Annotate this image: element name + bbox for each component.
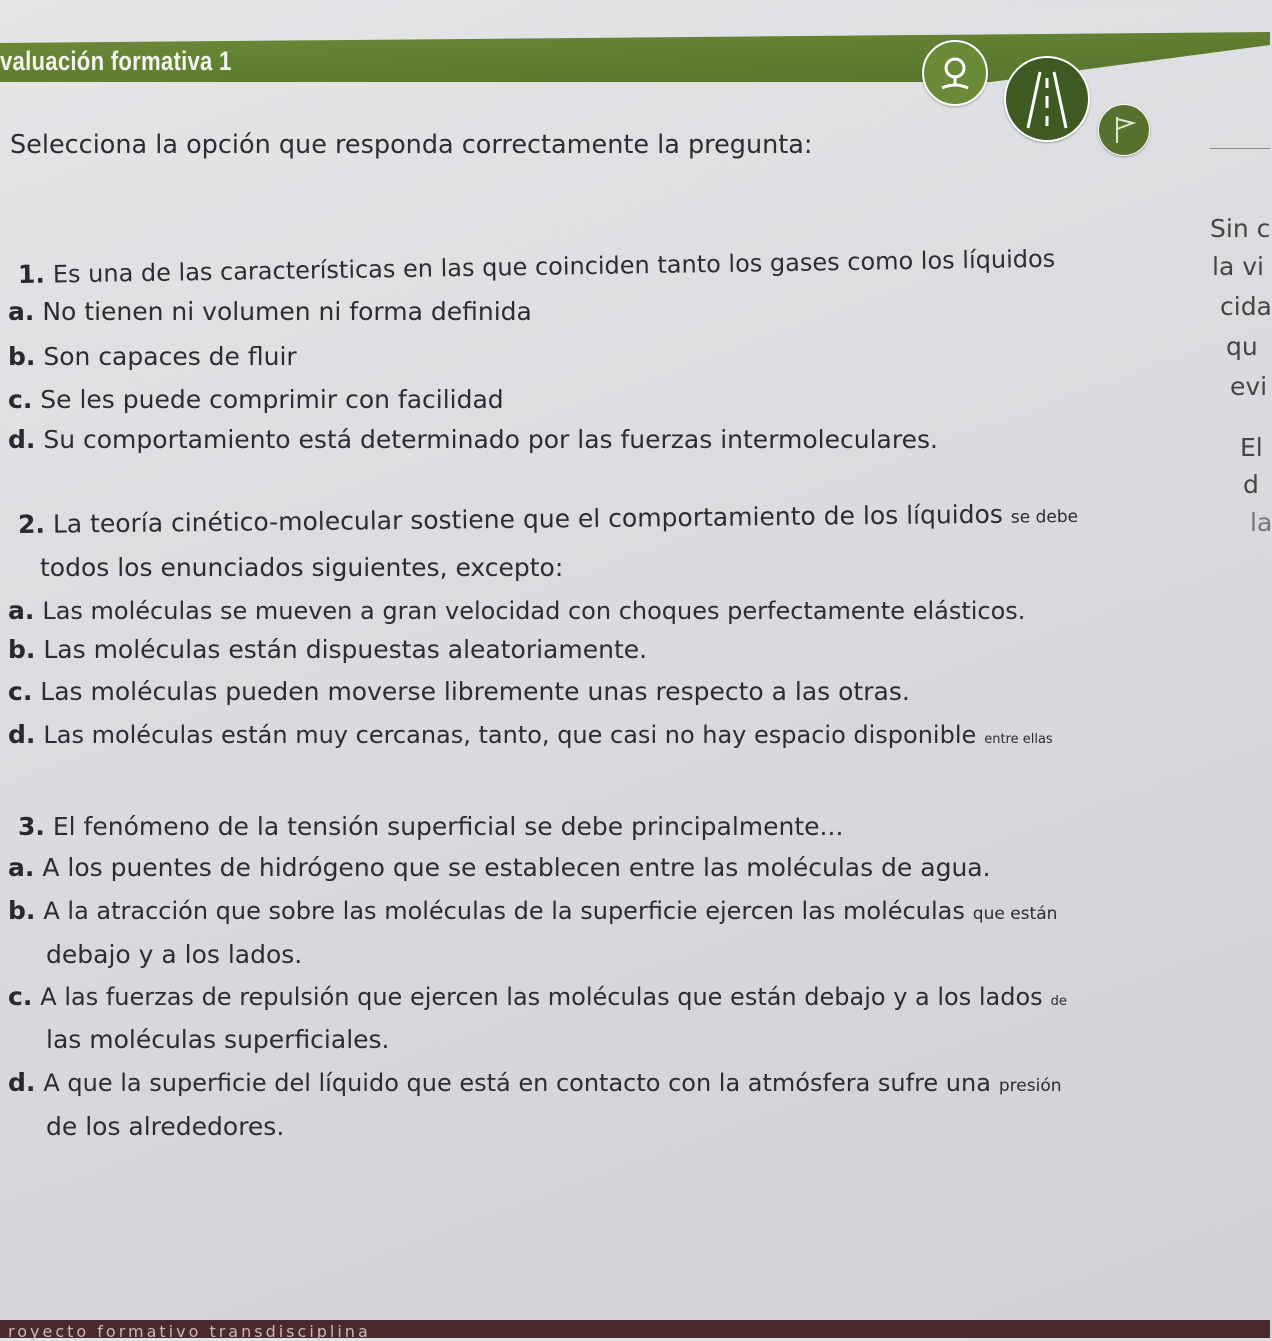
option-letter: a. [8,853,35,882]
option-text-small: de [1050,994,1067,1009]
option-letter: b. [8,896,36,925]
side-fragment: la [1250,508,1272,537]
option-text: Las moléculas están muy cercanas, tanto, que casi no hay espacio disponible [43,721,977,749]
option-1b [8,342,297,371]
option-text: A las fuerzas de repulsión que ejercen las moléculas que están debajo y a los lados [40,983,1043,1011]
option-letter: d. [8,1068,36,1097]
option-letter: b. [8,635,36,664]
question-number: 2. [17,509,46,539]
question-number: 3. [18,812,45,841]
option-1d [8,425,938,454]
side-fragment: Sin c [1210,214,1271,243]
option-text: A la atracción que sobre las moléculas de la superficie ejercen las moléculas [43,897,965,925]
option-letter: c. [8,677,33,706]
option-2d [8,720,1053,749]
instructions: Selecciona la opción que responda correctamente la pregunta: [10,130,813,160]
question-2 [18,499,1078,539]
option-text: A que la superficie del líquido que está en contacto con la atmósfera sufre una [43,1069,991,1097]
option-text: Su comportamiento está determinado por las fuerzas intermoleculares. [43,425,938,454]
option-text: Las moléculas pueden moverse libremente unas respecto a las otras. [40,677,910,706]
option-text: Las moléculas se mueven a gran velocidad con choques perfectamente elásticos. [42,597,1026,625]
footer-text: royecto formativo transdisciplina [8,1322,371,1341]
option-letter: d. [8,425,36,454]
option-3d [8,1068,1062,1097]
location-pin-icon [922,40,988,106]
divider [1210,148,1270,149]
question-text: El fenómeno de la tensión superficial se debe principalmente... [52,812,844,841]
option-letter: c. [8,385,33,414]
option-2b [8,635,647,664]
option-letter: a. [8,596,35,625]
side-fragment: cida [1220,292,1272,321]
option-text: Son capaces de fluir [43,342,297,371]
option-2c [8,677,910,706]
side-fragment: qu [1226,332,1258,361]
option-3b [8,896,1057,925]
section-title: valuación formativa 1 [0,46,232,76]
option-text-small: que están [972,904,1058,924]
option-3c-continuation: las moléculas superficiales. [46,1025,390,1054]
question-text: La teoría cinético-molecular sostiene que el comportamiento de los líquidos [52,499,1004,539]
option-1c [8,385,504,414]
side-fragment: d [1243,470,1259,499]
option-text-small: entre ellas [984,732,1053,747]
road-icon [1004,56,1090,142]
question-text-small: se debe [1010,506,1079,528]
side-fragment: El [1240,433,1263,462]
question-3 [18,812,843,841]
option-text: Se les puede comprimir con facilidad [40,385,504,414]
side-fragment: evi [1230,372,1268,401]
option-letter: d. [8,720,36,749]
question-number: 1. [17,259,46,289]
option-text: A los puentes de hidrógeno que se establecen entre las moléculas de agua. [42,853,991,882]
option-letter: a. [8,297,35,326]
option-3d-continuation: de los alrededores. [46,1112,285,1141]
option-letter: b. [8,342,36,371]
option-text: Las moléculas están dispuestas aleatoriamente. [43,635,648,664]
option-3b-continuation: debajo y a los lados. [46,940,303,969]
option-text: No tienen ni volumen ni forma definida [42,297,532,326]
option-1a [8,297,532,326]
option-text-small: presión [998,1076,1062,1096]
option-3a [8,853,991,882]
question-text: Es una de las características en las que coinciden tanto los gases como los líquidos [52,244,1056,289]
question-2-continuation: todos los enunciados siguientes, excepto: [40,553,564,582]
flag-icon [1098,104,1150,156]
option-letter: c. [8,982,33,1011]
option-3c [8,982,1067,1011]
side-fragment: la vi [1212,252,1264,281]
option-2a [8,596,1025,625]
question-1 [18,244,1056,289]
